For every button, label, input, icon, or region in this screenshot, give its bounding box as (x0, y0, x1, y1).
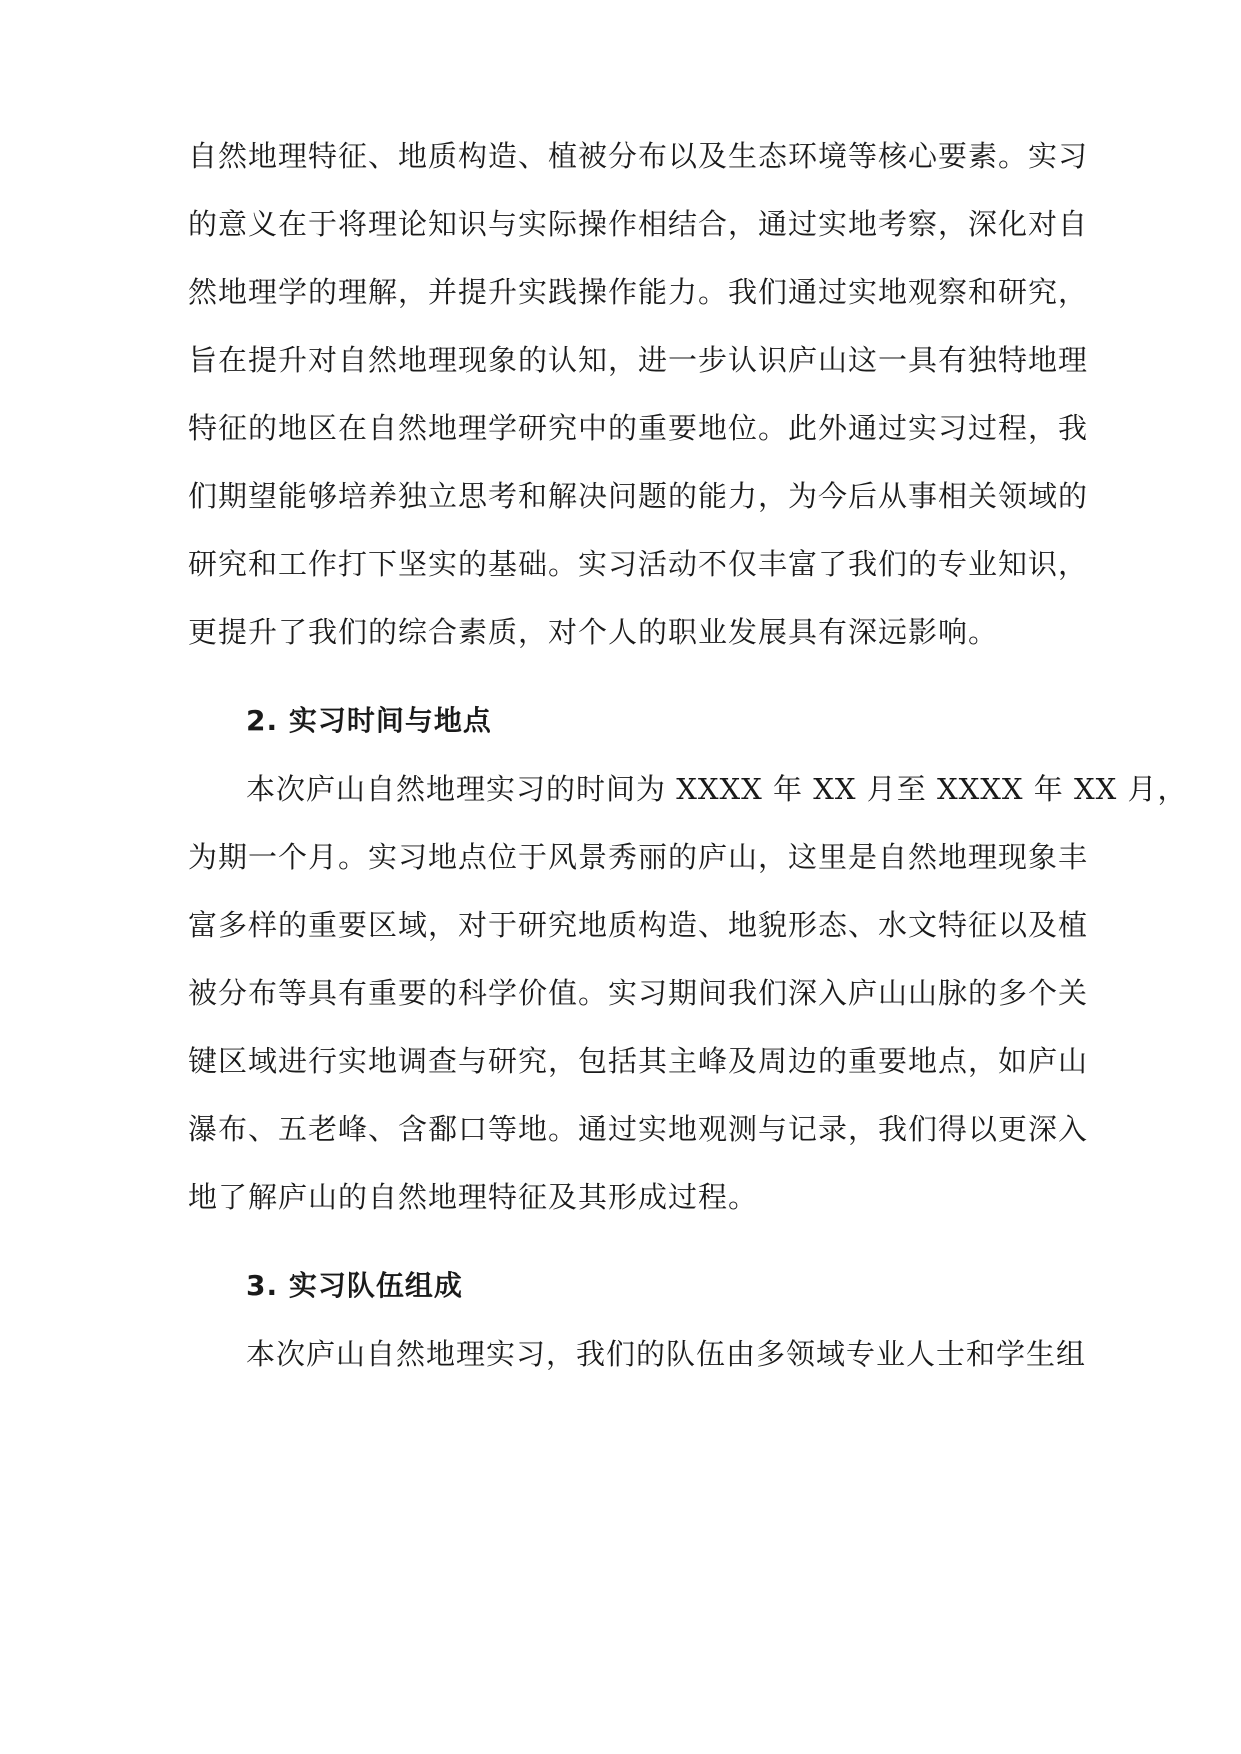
paragraph-line: 本次庐山自然地理实习的时间为 XXXX 年 XX 月至 XXXX 年 XX 月， (246, 772, 1188, 806)
paragraph-line: 的意义在于将理论知识与实际操作相结合，通过实地考察，深化对自 (188, 207, 1089, 241)
section-heading: 2. 实习时间与地点 (246, 704, 492, 737)
paragraph-line: 然地理学的理解，并提升实践操作能力。我们通过实地观察和研究， (188, 275, 1089, 309)
paragraph-line: 地了解庐山的自然地理特征及其形成过程。 (188, 1180, 759, 1214)
paragraph-line: 研究和工作打下坚实的基础。实习活动不仅丰富了我们的专业知识， (188, 547, 1089, 581)
paragraph-line: 本次庐山自然地理实习，我们的队伍由多领域专业人士和学生组 (246, 1337, 1087, 1371)
paragraph-line: 富多样的重要区域，对于研究地质构造、地貌形态、水文特征以及植 (188, 908, 1089, 942)
paragraph-line: 特征的地区在自然地理学研究中的重要地位。此外通过实习过程，我 (188, 411, 1089, 445)
paragraph-line: 更提升了我们的综合素质，对个人的职业发展具有深远影响。 (188, 615, 999, 649)
paragraph-line: 被分布等具有重要的科学价值。实习期间我们深入庐山山脉的多个关 (188, 976, 1089, 1010)
paragraph-line: 瀑布、五老峰、含鄱口等地。通过实地观测与记录，我们得以更深入 (188, 1112, 1089, 1146)
paragraph-line: 为期一个月。实习地点位于风景秀丽的庐山，这里是自然地理现象丰 (188, 840, 1089, 874)
paragraph-line: 们期望能够培养独立思考和解决问题的能力，为今后从事相关领域的 (188, 479, 1089, 513)
paragraph-line: 旨在提升对自然地理现象的认知，进一步认识庐山这一具有独特地理 (188, 343, 1089, 377)
paragraph-line: 自然地理特征、地质构造、植被分布以及生态环境等核心要素。实习 (188, 139, 1089, 173)
section-heading: 3. 实习队伍组成 (246, 1269, 463, 1302)
paragraph-line: 键区域进行实地调查与研究，包括其主峰及周边的重要地点，如庐山 (188, 1044, 1089, 1078)
